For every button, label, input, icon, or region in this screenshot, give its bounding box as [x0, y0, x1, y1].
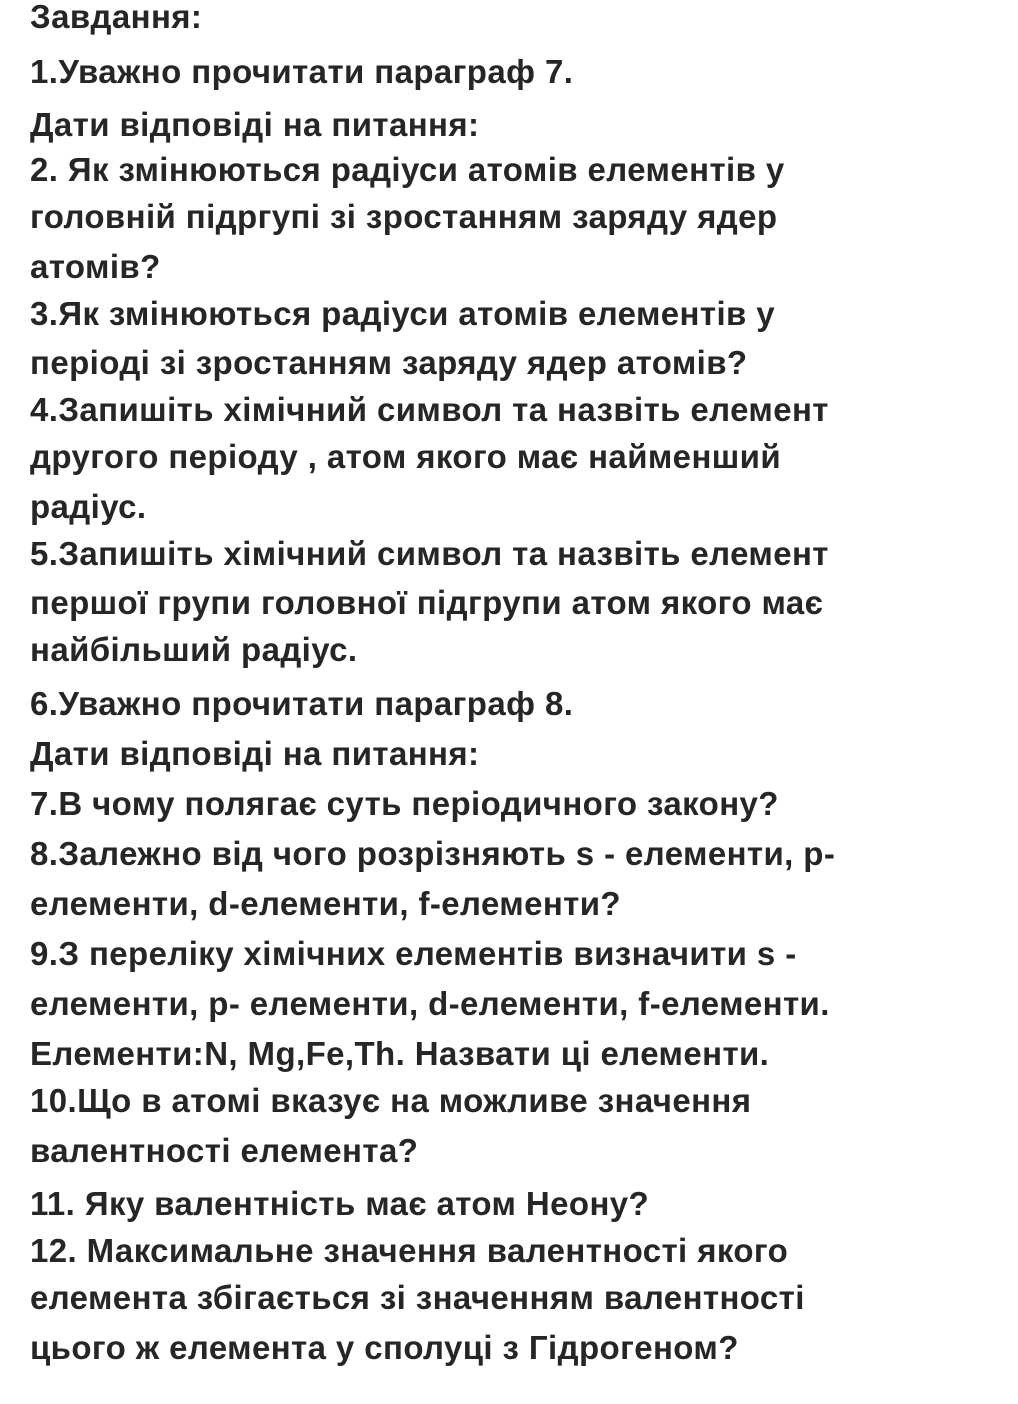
task-12-line-2: елемента збігається зі значенням валентності — [30, 1279, 805, 1316]
task-8-line-1: 8.Залежно від чого розрізняють s - елементи, p- — [30, 835, 836, 872]
instruction-answer-questions-2: Дати відповіді на питання: — [30, 735, 480, 772]
task-5-line-1: 5.Запишіть хімічний символ та назвіть елемент — [30, 535, 829, 572]
instruction-answer-questions: Дати відповіді на питання: — [30, 106, 480, 143]
task-4-line-2: другого періоду , атом якого має найменший — [30, 438, 782, 475]
task-10-line-1: 10.Що в атомі вказує на можливе значення — [30, 1082, 752, 1119]
task-9-line-1: 9.З переліку хімічних елементів визначити s - — [30, 935, 797, 972]
task-10-line-2: валентності елемента? — [30, 1132, 419, 1169]
task-11-line-1: 11. Яку валентність має атом Неону? — [30, 1185, 650, 1222]
task-7-line-1: 7.В чому полягає суть періодичного закону? — [30, 785, 779, 822]
task-12-line-1: 12. Максимальне значення валентності якого — [30, 1232, 789, 1269]
heading-tasks: Завдання: — [30, 0, 203, 35]
task-5-line-3: найбільший радіус. — [30, 631, 358, 668]
task-5-line-2: першої групи головної підгрупи атом якого має — [30, 584, 824, 621]
task-12-line-3: цього ж елемента у сполуці з Гідрогеном? — [30, 1329, 739, 1366]
task-3-line-1: 3.Як змінюються радіуси атомів елементів у — [30, 295, 776, 332]
task-4-line-3: радіус. — [30, 488, 147, 525]
task-6-line-1: 6.Уважно прочитати параграф 8. — [30, 685, 574, 722]
task-2-line-1: 2. Як змінюються радіуси атомів елементів у — [30, 151, 785, 188]
task-4-line-1: 4.Запишіть хімічний символ та назвіть елемент — [30, 391, 829, 428]
task-1-line-1: 1.Уважно прочитати параграф 7. — [30, 53, 574, 90]
task-9-line-2: елементи, p- елементи, d-елементи, f-елементи. — [30, 985, 830, 1022]
task-9-line-3: Елементи:N, Mg,Fe,Th. Назвати ці елементи. — [30, 1035, 770, 1072]
task-2-line-2: головній підргупі зі зростанням заряду ядер — [30, 198, 778, 235]
task-3-line-2: періоді зі зростанням заряду ядер атомів? — [30, 344, 748, 381]
task-8-line-2: елементи, d-елементи, f-елементи? — [30, 885, 621, 922]
task-2-line-3: атомів? — [30, 248, 161, 285]
